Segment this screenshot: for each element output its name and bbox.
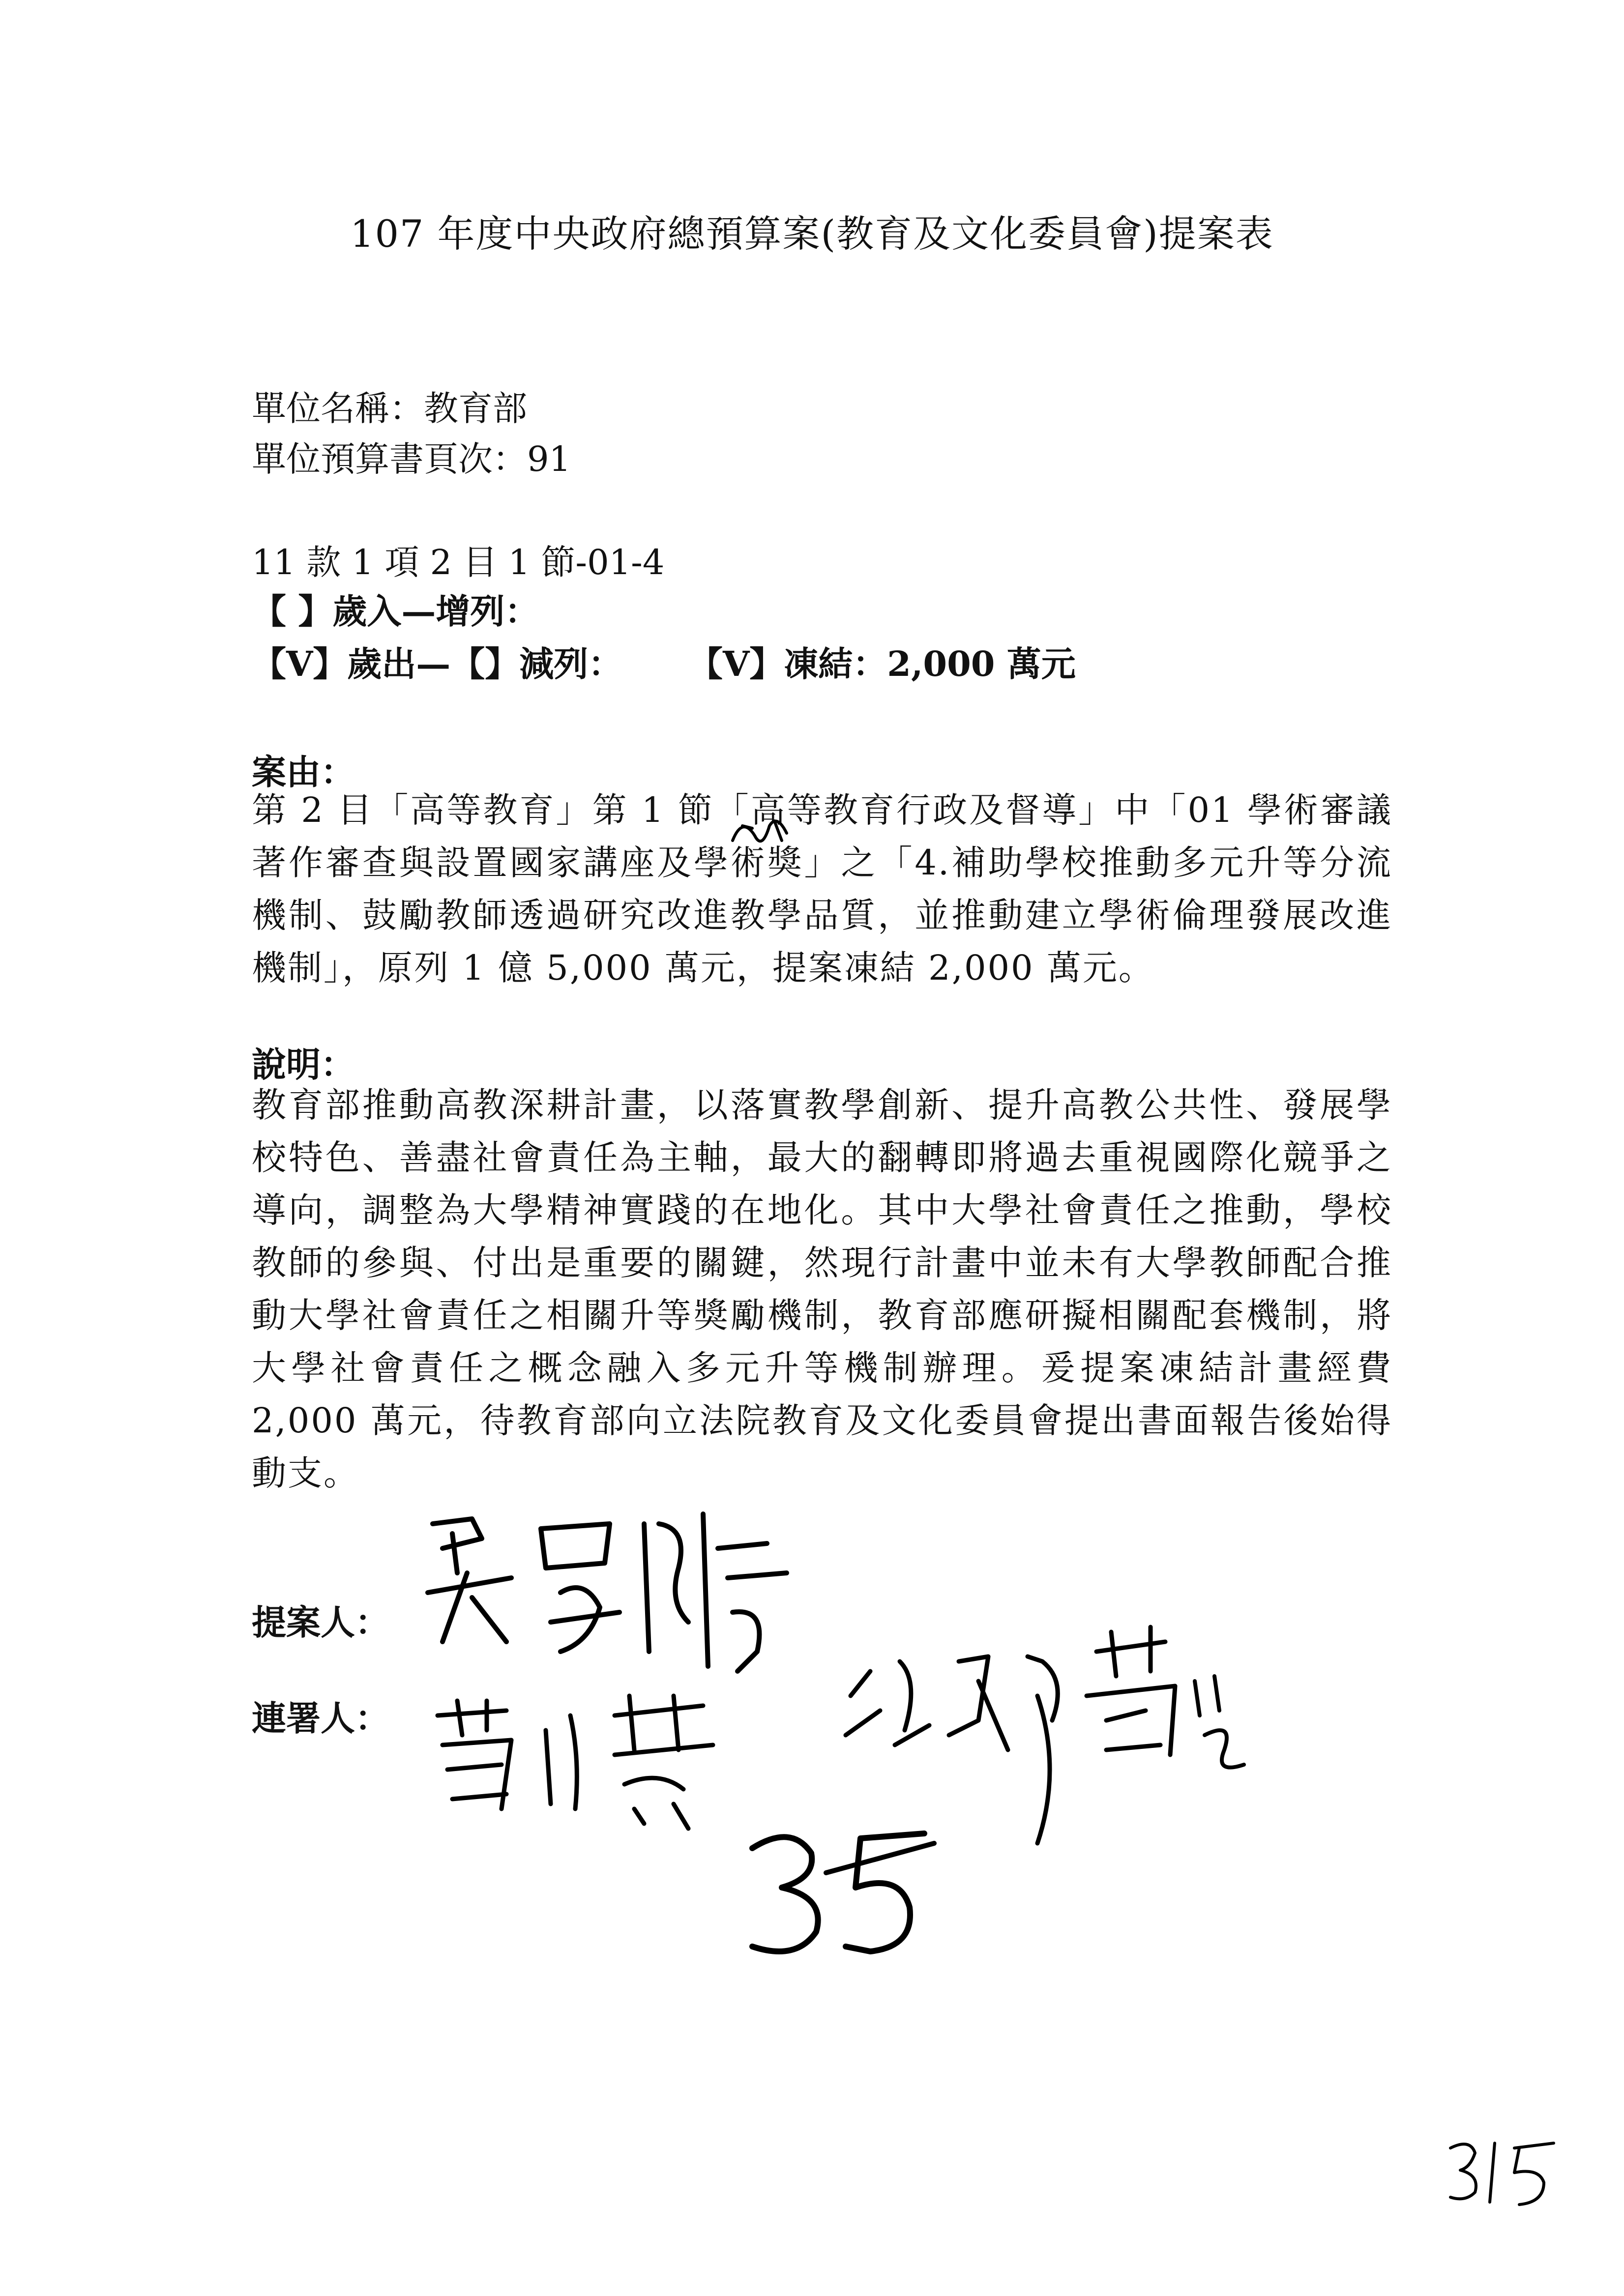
page-title: 107 年度中央政府總預算案(教育及文化委員會)提案表 [350,212,1274,256]
handwritten-number-35 [738,1814,944,1971]
freeze-checkbox: 【V】凍結：2,000 萬元 [688,643,1076,684]
explanation-heading: 說明： [252,1044,355,1085]
proposer-signature [413,1494,816,1701]
revenue-line: 【 】歲入—增列： [252,591,539,632]
page-number-handwritten [1441,2128,1568,2212]
cosigner-signature-1 [428,1686,742,1833]
handwritten-insert-mark [728,806,797,855]
unit-name: 單位名稱：教育部 [252,388,527,429]
item-code: 11 款 1 項 2 目 1 節-01-4 [252,542,665,582]
cosigner-label: 連署人： [252,1698,389,1739]
reason-text: 第 2 目「高等教育」第 1 節「高等教育行政及督導」中「01 學術審議著作審查與設置國家講座及學術獎」之「4.補助學校推動多元升等分流機制、鼓勵教師透過研究改進教學品質，並推動建立學術倫理發展改進機制」，原列 1 億 5,000 萬元，提案凍結 2,000 萬元。 [252,790,1392,988]
expense-checkbox: 【V】歲出—【】減列： [252,643,623,684]
proposer-label: 提案人： [252,1602,389,1643]
budget-page: 單位預算書頁次：91 [252,439,571,479]
explanation-text: 教育部推動高教深耕計畫，以落實教學創新、提升高教公共性、發展學校特色、善盡社會責任為主軸，最大的翻轉即將過去重視國際化競爭之導向，調整為大學精神實踐的在地化。其中大學社會責任之推動，學校教師的參與、付出是重要的關鍵，然現行計畫中並未有大學教師配合推動大學社會責任之相關升等獎勵機制，教育部應研擬相關配套機制，將大學社會責任之概念融入多元升等機制辦理。爰提案凍結計畫經費 2,000 萬元，待教育部向立法院教育及文化委員會提出書面報告後始得動支。 [252,1085,1392,1493]
reason-heading: 案由： [252,752,355,792]
